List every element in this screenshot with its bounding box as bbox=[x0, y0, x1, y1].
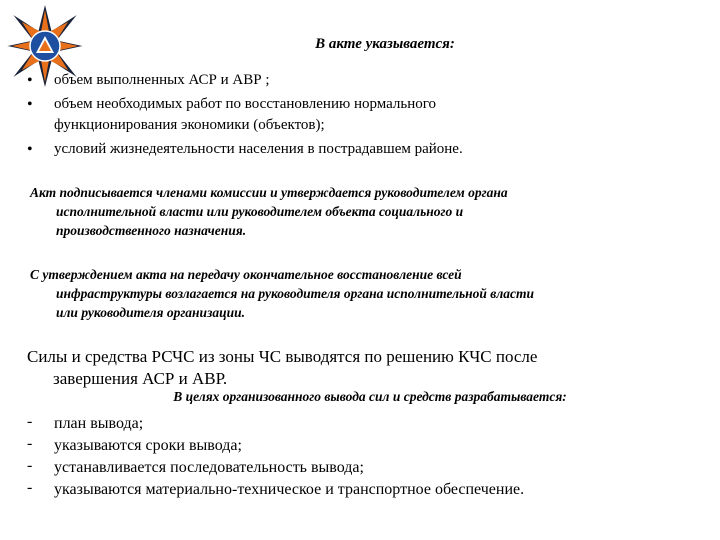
bullet-text-continuation: функционирования экономики (объектов); bbox=[54, 117, 325, 133]
dash-text: указываются материально-техническое и транспортное обеспечение. bbox=[54, 481, 525, 498]
list-item bbox=[0, 139, 700, 160]
dash-list bbox=[27, 413, 707, 501]
paragraph-line: Акт подписывается членами комиссии и утверждается руководителем органа bbox=[30, 185, 508, 200]
bullet-icon: • bbox=[27, 141, 33, 158]
list-item bbox=[27, 435, 707, 457]
dash-text: план вывода; bbox=[54, 415, 144, 432]
list-item bbox=[27, 413, 707, 435]
act-signing-paragraph bbox=[30, 183, 700, 240]
withdrawal-subtitle: В целях организованного вывода сил и средств разрабатывается: bbox=[173, 389, 567, 404]
dash-icon: - bbox=[27, 457, 33, 474]
dash-text: устанавливается последовательность вывода; bbox=[54, 459, 364, 476]
list-item bbox=[27, 457, 707, 479]
paragraph-line: исполнительной власти или руководителем объекта социального и bbox=[56, 204, 464, 219]
slide-title: В акте указывается: bbox=[315, 36, 455, 52]
list-item bbox=[27, 479, 707, 501]
dash-icon: - bbox=[27, 435, 33, 452]
dash-text: указываются сроки вывода; bbox=[54, 437, 242, 454]
paragraph-line: С утверждением акта на передачу окончательное восстановление всей bbox=[30, 267, 462, 282]
paragraph-line: Силы и средства РСЧС из зоны ЧС выводятся по решению КЧС после bbox=[27, 347, 538, 366]
paragraph-line: или руководителя организации. bbox=[56, 305, 245, 320]
forces-withdrawal-paragraph bbox=[27, 346, 707, 390]
list-item bbox=[0, 70, 700, 91]
paragraph-line: завершения АСР и АВР. bbox=[53, 369, 228, 388]
restoration-paragraph bbox=[30, 265, 700, 322]
paragraph-line: производственного назначения. bbox=[56, 223, 247, 238]
dash-icon: - bbox=[27, 479, 33, 496]
list-item bbox=[0, 94, 700, 136]
bullet-icon: • bbox=[27, 72, 33, 89]
bullet-list bbox=[0, 70, 700, 160]
bullet-text: условий жизнедеятельности населения в пострадавшем районе. bbox=[54, 141, 463, 157]
bullet-icon: • bbox=[27, 96, 33, 113]
bullet-text: объем выполненных АСР и АВР ; bbox=[54, 72, 270, 88]
paragraph-line: инфраструктуры возлагается на руководителя органа исполнительной власти bbox=[56, 286, 535, 301]
bullet-text: объем необходимых работ по восстановлению нормального bbox=[54, 96, 437, 112]
dash-icon: - bbox=[27, 413, 33, 430]
